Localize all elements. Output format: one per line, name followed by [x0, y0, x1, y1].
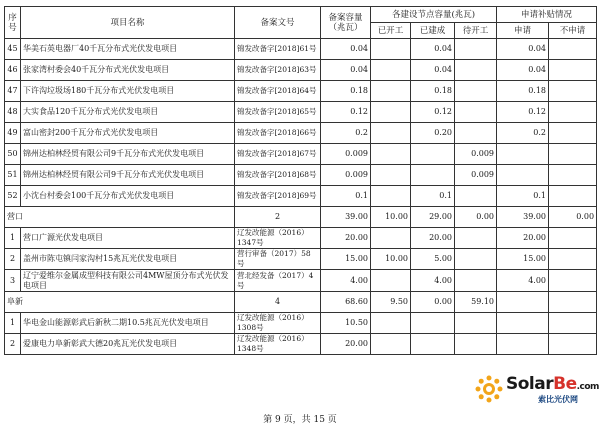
row-seq: 51	[5, 165, 21, 186]
row-built: 0.1	[411, 186, 455, 207]
table-row	[5, 144, 597, 165]
table-row	[5, 60, 597, 81]
region-started: 9.50	[371, 292, 411, 313]
row-apply	[497, 144, 549, 165]
row-no-apply	[549, 270, 597, 292]
table-row	[5, 123, 597, 144]
row-built: 0.04	[411, 60, 455, 81]
header-built: 已建成	[411, 23, 455, 39]
row-capacity: 0.2	[321, 123, 371, 144]
row-project-name: 华电金山能源彰武后新秋二期10.5兆瓦光伏发电项目	[21, 313, 235, 334]
logo-word-com: .com	[576, 382, 599, 392]
row-project-name: 盖州市陈屯镇闫家沟村15兆瓦光伏发电项目	[21, 249, 235, 270]
row-filing: 辽发改能源（2016）1347号	[235, 228, 321, 249]
row-apply	[497, 334, 549, 355]
row-built: 0.18	[411, 81, 455, 102]
row-filing: 营北经发备（2017）4号	[235, 270, 321, 292]
row-pending	[455, 81, 497, 102]
row-project-name: 辽宁爱维尔金属成型科技有限公司4MW屋顶分布式光伏发电项目	[21, 270, 235, 292]
region-capacity: 68.60	[321, 292, 371, 313]
header-name: 项目名称	[21, 7, 235, 39]
row-filing: 锦发改备字[2018]64号	[235, 81, 321, 102]
row-filing: 锦发改备字[2018]61号	[235, 39, 321, 60]
logo-cn-text: 索比光伏网	[538, 395, 578, 404]
logo-word-solar: Solar	[506, 374, 554, 394]
row-started: 10.00	[371, 249, 411, 270]
row-filing: 锦发改备字[2018]67号	[235, 144, 321, 165]
row-apply: 0.2	[497, 123, 549, 144]
row-no-apply	[549, 313, 597, 334]
region-built: 29.00	[411, 207, 455, 228]
row-built: 5.00	[411, 249, 455, 270]
row-pending	[455, 313, 497, 334]
row-no-apply	[549, 249, 597, 270]
region-no-apply	[549, 292, 597, 313]
region-summary-row	[5, 292, 597, 313]
header-started: 已开工	[371, 23, 411, 39]
row-apply: 15.00	[497, 249, 549, 270]
row-started	[371, 228, 411, 249]
row-built	[411, 165, 455, 186]
row-capacity: 20.00	[321, 228, 371, 249]
row-capacity: 0.009	[321, 144, 371, 165]
row-project-name: 小沈台村委会100千瓦分布式光伏发电项目	[21, 186, 235, 207]
row-started	[371, 123, 411, 144]
row-seq: 47	[5, 81, 21, 102]
row-pending	[455, 270, 497, 292]
project-table	[4, 6, 597, 355]
row-project-name: 下许沟垃圾场180千瓦分布式光伏发电项目	[21, 81, 235, 102]
row-filing: 锦发改备字[2018]69号	[235, 186, 321, 207]
row-no-apply	[549, 60, 597, 81]
row-seq: 1	[5, 313, 21, 334]
row-filing: 锦发改备字[2018]68号	[235, 165, 321, 186]
region-apply: 39.00	[497, 207, 549, 228]
row-filing: 营行审备（2017）58号	[235, 249, 321, 270]
row-seq: 45	[5, 39, 21, 60]
row-started	[371, 165, 411, 186]
row-built: 20.00	[411, 228, 455, 249]
row-project-name: 张家湾村委会40千瓦分布式光伏发电项目	[21, 60, 235, 81]
region-count: 4	[235, 292, 321, 313]
header-no-apply: 不申请	[549, 23, 597, 39]
region-summary-row	[5, 207, 597, 228]
row-project-name: 富山密封200千瓦分布式光伏发电项目	[21, 123, 235, 144]
row-built: 0.20	[411, 123, 455, 144]
header-apply: 申请	[497, 23, 549, 39]
row-no-apply	[549, 123, 597, 144]
row-capacity: 0.18	[321, 81, 371, 102]
row-pending	[455, 60, 497, 81]
row-project-name: 爱康电力阜新彰武大德20兆瓦光伏发电项目	[21, 334, 235, 355]
row-capacity: 0.009	[321, 165, 371, 186]
row-built	[411, 144, 455, 165]
row-capacity: 15.00	[321, 249, 371, 270]
table-row	[5, 334, 597, 355]
row-started	[371, 334, 411, 355]
table-row	[5, 165, 597, 186]
row-capacity: 0.12	[321, 102, 371, 123]
row-seq: 46	[5, 60, 21, 81]
row-built	[411, 334, 455, 355]
row-seq: 2	[5, 249, 21, 270]
row-seq: 3	[5, 270, 21, 292]
row-apply	[497, 165, 549, 186]
row-project-name: 华美石英电器厂40千瓦分布式光伏发电项目	[21, 39, 235, 60]
row-no-apply	[549, 334, 597, 355]
logo-word-be: Be	[553, 374, 577, 394]
row-built: 0.04	[411, 39, 455, 60]
row-seq: 49	[5, 123, 21, 144]
row-filing: 辽发改能源（2016）1348号	[235, 334, 321, 355]
header-filing: 备案文号	[235, 7, 321, 39]
region-name: 阜新	[5, 292, 235, 313]
logo-wordmark	[506, 374, 599, 394]
row-pending	[455, 228, 497, 249]
row-capacity: 0.04	[321, 39, 371, 60]
row-apply: 0.12	[497, 102, 549, 123]
row-pending	[455, 249, 497, 270]
header-capacity: 备案容量（兆瓦）	[321, 7, 371, 39]
region-no-apply: 0.00	[549, 207, 597, 228]
table-row	[5, 39, 597, 60]
region-name: 营口	[5, 207, 235, 228]
row-apply: 0.1	[497, 186, 549, 207]
row-pending: 0.009	[455, 144, 497, 165]
sun-logo-icon	[474, 374, 504, 404]
row-seq: 48	[5, 102, 21, 123]
header-pending: 待开工	[455, 23, 497, 39]
region-count: 2	[235, 207, 321, 228]
row-no-apply	[549, 39, 597, 60]
row-capacity: 0.04	[321, 60, 371, 81]
header-progress-group: 各建设节点容量(兆瓦)	[371, 7, 497, 23]
row-capacity: 20.00	[321, 334, 371, 355]
row-started	[371, 270, 411, 292]
row-project-name: 锦州达柏林经贸有限公司9千瓦分布式光伏发电项目	[21, 144, 235, 165]
table-row	[5, 186, 597, 207]
row-seq: 2	[5, 334, 21, 355]
region-capacity: 39.00	[321, 207, 371, 228]
row-started	[371, 144, 411, 165]
row-started	[371, 39, 411, 60]
row-apply: 0.04	[497, 60, 549, 81]
row-no-apply	[549, 186, 597, 207]
table-row	[5, 270, 597, 292]
row-started	[371, 313, 411, 334]
region-built: 0.00	[411, 292, 455, 313]
row-capacity: 10.50	[321, 313, 371, 334]
row-project-name: 营口广源光伏发电项目	[21, 228, 235, 249]
region-pending: 0.00	[455, 207, 497, 228]
row-no-apply	[549, 144, 597, 165]
page-footer: 第 9 页，共 15 页	[263, 415, 337, 425]
row-filing: 锦发改备字[2018]65号	[235, 102, 321, 123]
row-apply: 4.00	[497, 270, 549, 292]
row-filing: 辽发改能源（2016）1308号	[235, 313, 321, 334]
table-row	[5, 102, 597, 123]
row-built: 0.12	[411, 102, 455, 123]
row-filing: 锦发改备字[2018]66号	[235, 123, 321, 144]
row-started	[371, 102, 411, 123]
row-apply: 0.04	[497, 39, 549, 60]
row-project-name: 锦州达柏林经贸有限公司9千瓦分布式光伏发电项目	[21, 165, 235, 186]
row-no-apply	[549, 228, 597, 249]
row-built: 4.00	[411, 270, 455, 292]
row-seq: 1	[5, 228, 21, 249]
row-pending	[455, 186, 497, 207]
row-no-apply	[549, 81, 597, 102]
row-pending	[455, 102, 497, 123]
table-row	[5, 81, 597, 102]
row-capacity: 0.1	[321, 186, 371, 207]
row-started	[371, 81, 411, 102]
row-started	[371, 186, 411, 207]
row-pending	[455, 123, 497, 144]
table-row	[5, 249, 597, 270]
row-project-name: 大实食品120千瓦分布式光伏发电项目	[21, 102, 235, 123]
row-started	[371, 60, 411, 81]
row-no-apply	[549, 102, 597, 123]
header-subsidy-group: 申请补贴情况	[497, 7, 597, 23]
row-filing: 锦发改备字[2018]63号	[235, 60, 321, 81]
row-pending	[455, 334, 497, 355]
region-started: 10.00	[371, 207, 411, 228]
row-seq: 52	[5, 186, 21, 207]
row-pending: 0.009	[455, 165, 497, 186]
row-apply: 0.18	[497, 81, 549, 102]
header-seq: 序号	[5, 7, 21, 39]
row-apply: 20.00	[497, 228, 549, 249]
region-apply	[497, 292, 549, 313]
table-row	[5, 228, 597, 249]
row-capacity: 4.00	[321, 270, 371, 292]
table-row	[5, 313, 597, 334]
row-apply	[497, 313, 549, 334]
region-pending: 59.10	[455, 292, 497, 313]
row-no-apply	[549, 165, 597, 186]
row-pending	[455, 39, 497, 60]
row-seq: 50	[5, 144, 21, 165]
solarbe-watermark-logo	[474, 372, 599, 406]
row-built	[411, 313, 455, 334]
